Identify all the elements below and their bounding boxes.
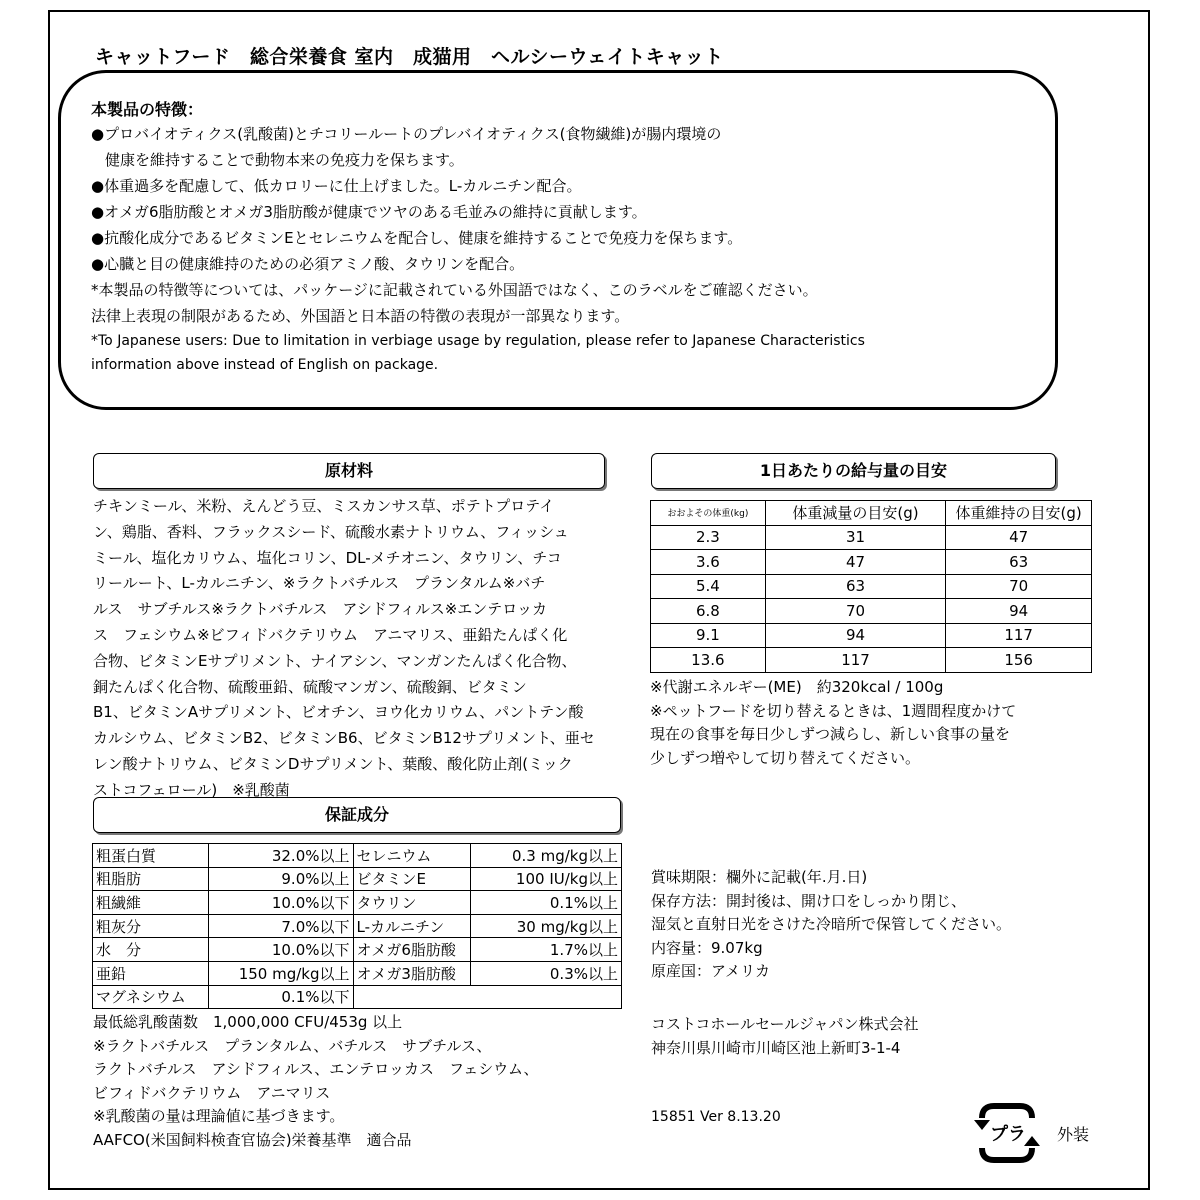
- table-cell: 63: [765, 574, 946, 599]
- table-cell: 水 分: [93, 938, 209, 962]
- info-line: 保存方法：開封後は、開け口をしっかり閉じ、: [651, 891, 967, 910]
- english-note-line: information above instead of English on package.: [91, 357, 439, 373]
- table-cell: 亜鉛: [93, 961, 209, 985]
- table-row: [93, 961, 622, 985]
- table-cell: 2.3: [651, 525, 766, 550]
- table-cell: 117: [765, 648, 946, 673]
- table-cell: 156: [946, 648, 1092, 673]
- feature-note-line: *本製品の特徴等については、パッケージに記載されている外国語ではなく、このラベルをご確認ください。: [91, 281, 818, 299]
- table-header-row: [651, 501, 1092, 526]
- nutrition-header: 保証成分: [93, 797, 621, 833]
- table-row: [651, 525, 1092, 550]
- table-cell: オメガ6脂肪酸: [353, 938, 471, 962]
- table-cell: 30 mg/kg以上: [471, 914, 622, 938]
- product-info: [651, 866, 1011, 984]
- table-cell: L-カルニチン: [353, 914, 471, 938]
- nutrition-note-line: ラクトバチルス アシドフィルス、エンテロッカス フェシウム、: [93, 1060, 539, 1079]
- feeding-note-line: 少しずつ増やして切り替えてください。: [650, 748, 921, 767]
- feeding-note-line: 現在の食事を毎日少しずつ減らし、新しい食事の量を: [650, 725, 1011, 743]
- table-cell: 9.1: [651, 623, 766, 648]
- feature-line: 健康を維持することで動物本来の免疫力を保ちます。: [105, 151, 464, 169]
- table-row: [651, 623, 1092, 648]
- table-cell: 10.0%以下: [208, 938, 353, 962]
- table-cell: 100 IU/kg以上: [471, 867, 622, 891]
- table-row: [93, 914, 622, 938]
- table-row: [93, 938, 622, 962]
- table-cell: 10.0%以下: [208, 891, 353, 915]
- table-cell: 63: [946, 550, 1092, 575]
- info-line: 内容量：9.07kg: [651, 938, 763, 957]
- info-line: 賞味期限：欄外に記載(年.月.日): [651, 868, 868, 886]
- table-cell: 粗繊維: [93, 891, 209, 915]
- nutrition-note-line: 最低総乳酸菌数 1,000,000 CFU/453g 以上: [93, 1013, 403, 1031]
- table-cell: 0.3%以上: [471, 961, 622, 985]
- table-row: [651, 574, 1092, 599]
- column-header-weight: おおよその体重(kg): [651, 501, 766, 526]
- table-row: [651, 648, 1092, 673]
- table-row: [93, 985, 622, 1009]
- table-cell: 5.4: [651, 574, 766, 599]
- feature-note-line: 法律上表現の制限があるため、外国語と日本語の特徴の表現が一部異なります。: [91, 307, 630, 325]
- table-cell: 粗蛋白質: [93, 844, 209, 868]
- feature-line: ●抗酸化成分であるビタミンEとセレニウムを配合し、健康を維持することで免疫力を保ちます。: [91, 229, 743, 247]
- table-cell: 0.1%以下: [208, 985, 353, 1009]
- table-cell: 94: [946, 599, 1092, 624]
- feeding-note-line: ※代謝エネルギー(ME) 約320kcal / 100g: [650, 678, 944, 696]
- table-row: [651, 599, 1092, 624]
- table-cell: 7.0%以下: [208, 914, 353, 938]
- table-cell: 0.1%以上: [471, 891, 622, 915]
- ingredients-line: 合物、ビタミンEサプリメント、ナイアシン、マンガンたんぱく化合物、: [93, 651, 577, 670]
- ingredients-line: レン酸ナトリウム、ビタミンDサプリメント、葉酸、酸化防止剤(ミック: [93, 754, 573, 773]
- features-box: [58, 70, 1058, 410]
- table-cell: タウリン: [353, 891, 471, 915]
- info-line: 原産国：アメリカ: [651, 962, 770, 981]
- table-row: [93, 867, 622, 891]
- table-cell: ビタミンE: [353, 867, 471, 891]
- table-cell: 32.0%以上: [208, 844, 353, 868]
- table-cell: 47: [946, 525, 1092, 550]
- feature-line: ●プロバイオティクス(乳酸菌)とチコリールートのプレバイオティクス(食物繊維)が腸内環境の: [91, 125, 722, 143]
- nutrition-note-line: AAFCO(米国飼料検査官協会)栄養基準 適合品: [93, 1130, 412, 1149]
- company-info: [651, 1012, 919, 1060]
- feeding-notes: [650, 676, 1016, 770]
- version-code: 15851 Ver 8.13.20: [651, 1109, 781, 1125]
- ingredients-header: 原材料: [93, 453, 605, 489]
- recycle-mark-icon: [972, 1098, 1042, 1168]
- ingredients-line: B1、ビタミンAサプリメント、ビオチン、ヨウ化カリウム、パントテン酸: [93, 703, 584, 722]
- nutrition-note-line: ※乳酸菌の量は理論値に基づきます。: [93, 1107, 345, 1126]
- feeding-note-line: ※ペットフードを切り替えるときは、1週間程度かけて: [650, 701, 1017, 720]
- ingredients-line: カルシウム、ビタミンB2、ビタミンB6、ビタミンB12サプリメント、亜セ: [93, 729, 595, 748]
- table-cell: 150 mg/kg以上: [208, 961, 353, 985]
- table-cell: 3.6: [651, 550, 766, 575]
- feeding-table: [650, 500, 1092, 673]
- product-title: キャットフード 総合栄養食 室内 成猫用 ヘルシーウェイトキャット: [95, 46, 724, 68]
- table-row: [651, 550, 1092, 575]
- table-cell: マグネシウム: [93, 985, 209, 1009]
- table-cell: 6.8: [651, 599, 766, 624]
- table-cell-empty: [353, 985, 622, 1009]
- feature-line: ●体重過多を配慮して、低カロリーに仕上げました。L-カルニチン配合。: [91, 177, 582, 195]
- ingredients-list: [93, 494, 633, 804]
- ingredients-line: ストコフェロール) ※乳酸菌: [93, 780, 290, 799]
- table-cell: セレニウム: [353, 844, 471, 868]
- table-cell: オメガ3脂肪酸: [353, 961, 471, 985]
- ingredients-line: 銅たんぱく化合物、硫酸亜鉛、硫酸マンガン、硫酸銅、ビタミン: [93, 677, 527, 696]
- nutrition-note-line: ビフィドバクテリウム アニマリス: [93, 1083, 331, 1102]
- feature-line: ●心臓と目の健康維持のための必須アミノ酸、タウリンを配合。: [91, 255, 525, 273]
- feeding-header: 1日あたりの給与量の目安: [651, 453, 1056, 489]
- english-note-line: *To Japanese users: Due to limitation in verbiage usage by regulation, please refer to Japanese Characteristics: [91, 333, 865, 349]
- ingredients-line: チキンミール、米粉、えんどう豆、ミスカンサス草、ポテトプロテイ: [93, 497, 555, 515]
- table-cell: 117: [946, 623, 1092, 648]
- ingredients-line: ミール、塩化カリウム、塩化コリン、DL-メチオニン、タウリン、チコ: [93, 548, 562, 567]
- table-cell: 0.3 mg/kg以上: [471, 844, 622, 868]
- feature-line: ●オメガ6脂肪酸とオメガ3脂肪酸が健康でツヤのある毛並みの維持に貢献します。: [91, 203, 647, 221]
- table-cell: 粗灰分: [93, 914, 209, 938]
- nutrition-note-line: ※ラクトバチルス プランタルム、バチルス サブチルス、: [93, 1036, 492, 1055]
- ingredients-line: ルス サブチルス※ラクトバチルス アシドフィルス※エンテロッカ: [93, 600, 547, 619]
- table-cell: 1.7%以上: [471, 938, 622, 962]
- ingredients-line: リールート、L-カルニチン、※ラクトバチルス プランタルム※バチ: [93, 574, 546, 593]
- company-name: コストコホールセールジャパン株式会社: [651, 1015, 919, 1033]
- table-cell: 13.6: [651, 648, 766, 673]
- column-header-maintain: 体重維持の目安(g): [946, 501, 1092, 526]
- table-cell: 47: [765, 550, 946, 575]
- recycle-label: 外装: [1057, 1125, 1090, 1144]
- table-cell: 9.0%以上: [208, 867, 353, 891]
- ingredients-line: ン、鶏脂、香料、フラックスシード、硫酸水素ナトリウム、フィッシュ: [93, 522, 569, 541]
- company-address: 神奈川県川崎市川崎区池上新町3-1-4: [651, 1039, 901, 1057]
- table-cell: 70: [765, 599, 946, 624]
- table-cell: 70: [946, 574, 1092, 599]
- info-line: 湿気と直射日光をさけた冷暗所で保管してください。: [651, 915, 1012, 934]
- features-heading: 本製品の特徴：: [91, 100, 204, 119]
- table-cell: 94: [765, 623, 946, 648]
- column-header-loss: 体重減量の目安(g): [765, 501, 946, 526]
- ingredients-line: ス フェシウム※ビフィドバクテリウム アニマリス、亜鉛たんぱく化: [93, 625, 568, 644]
- nutrition-notes: [93, 1011, 539, 1153]
- table-cell: 31: [765, 525, 946, 550]
- table-row: [93, 891, 622, 915]
- recycle-mark-text: プラ: [990, 1124, 1026, 1145]
- nutrition-table: [92, 843, 622, 1009]
- table-row: [93, 844, 622, 868]
- table-cell: 粗脂肪: [93, 867, 209, 891]
